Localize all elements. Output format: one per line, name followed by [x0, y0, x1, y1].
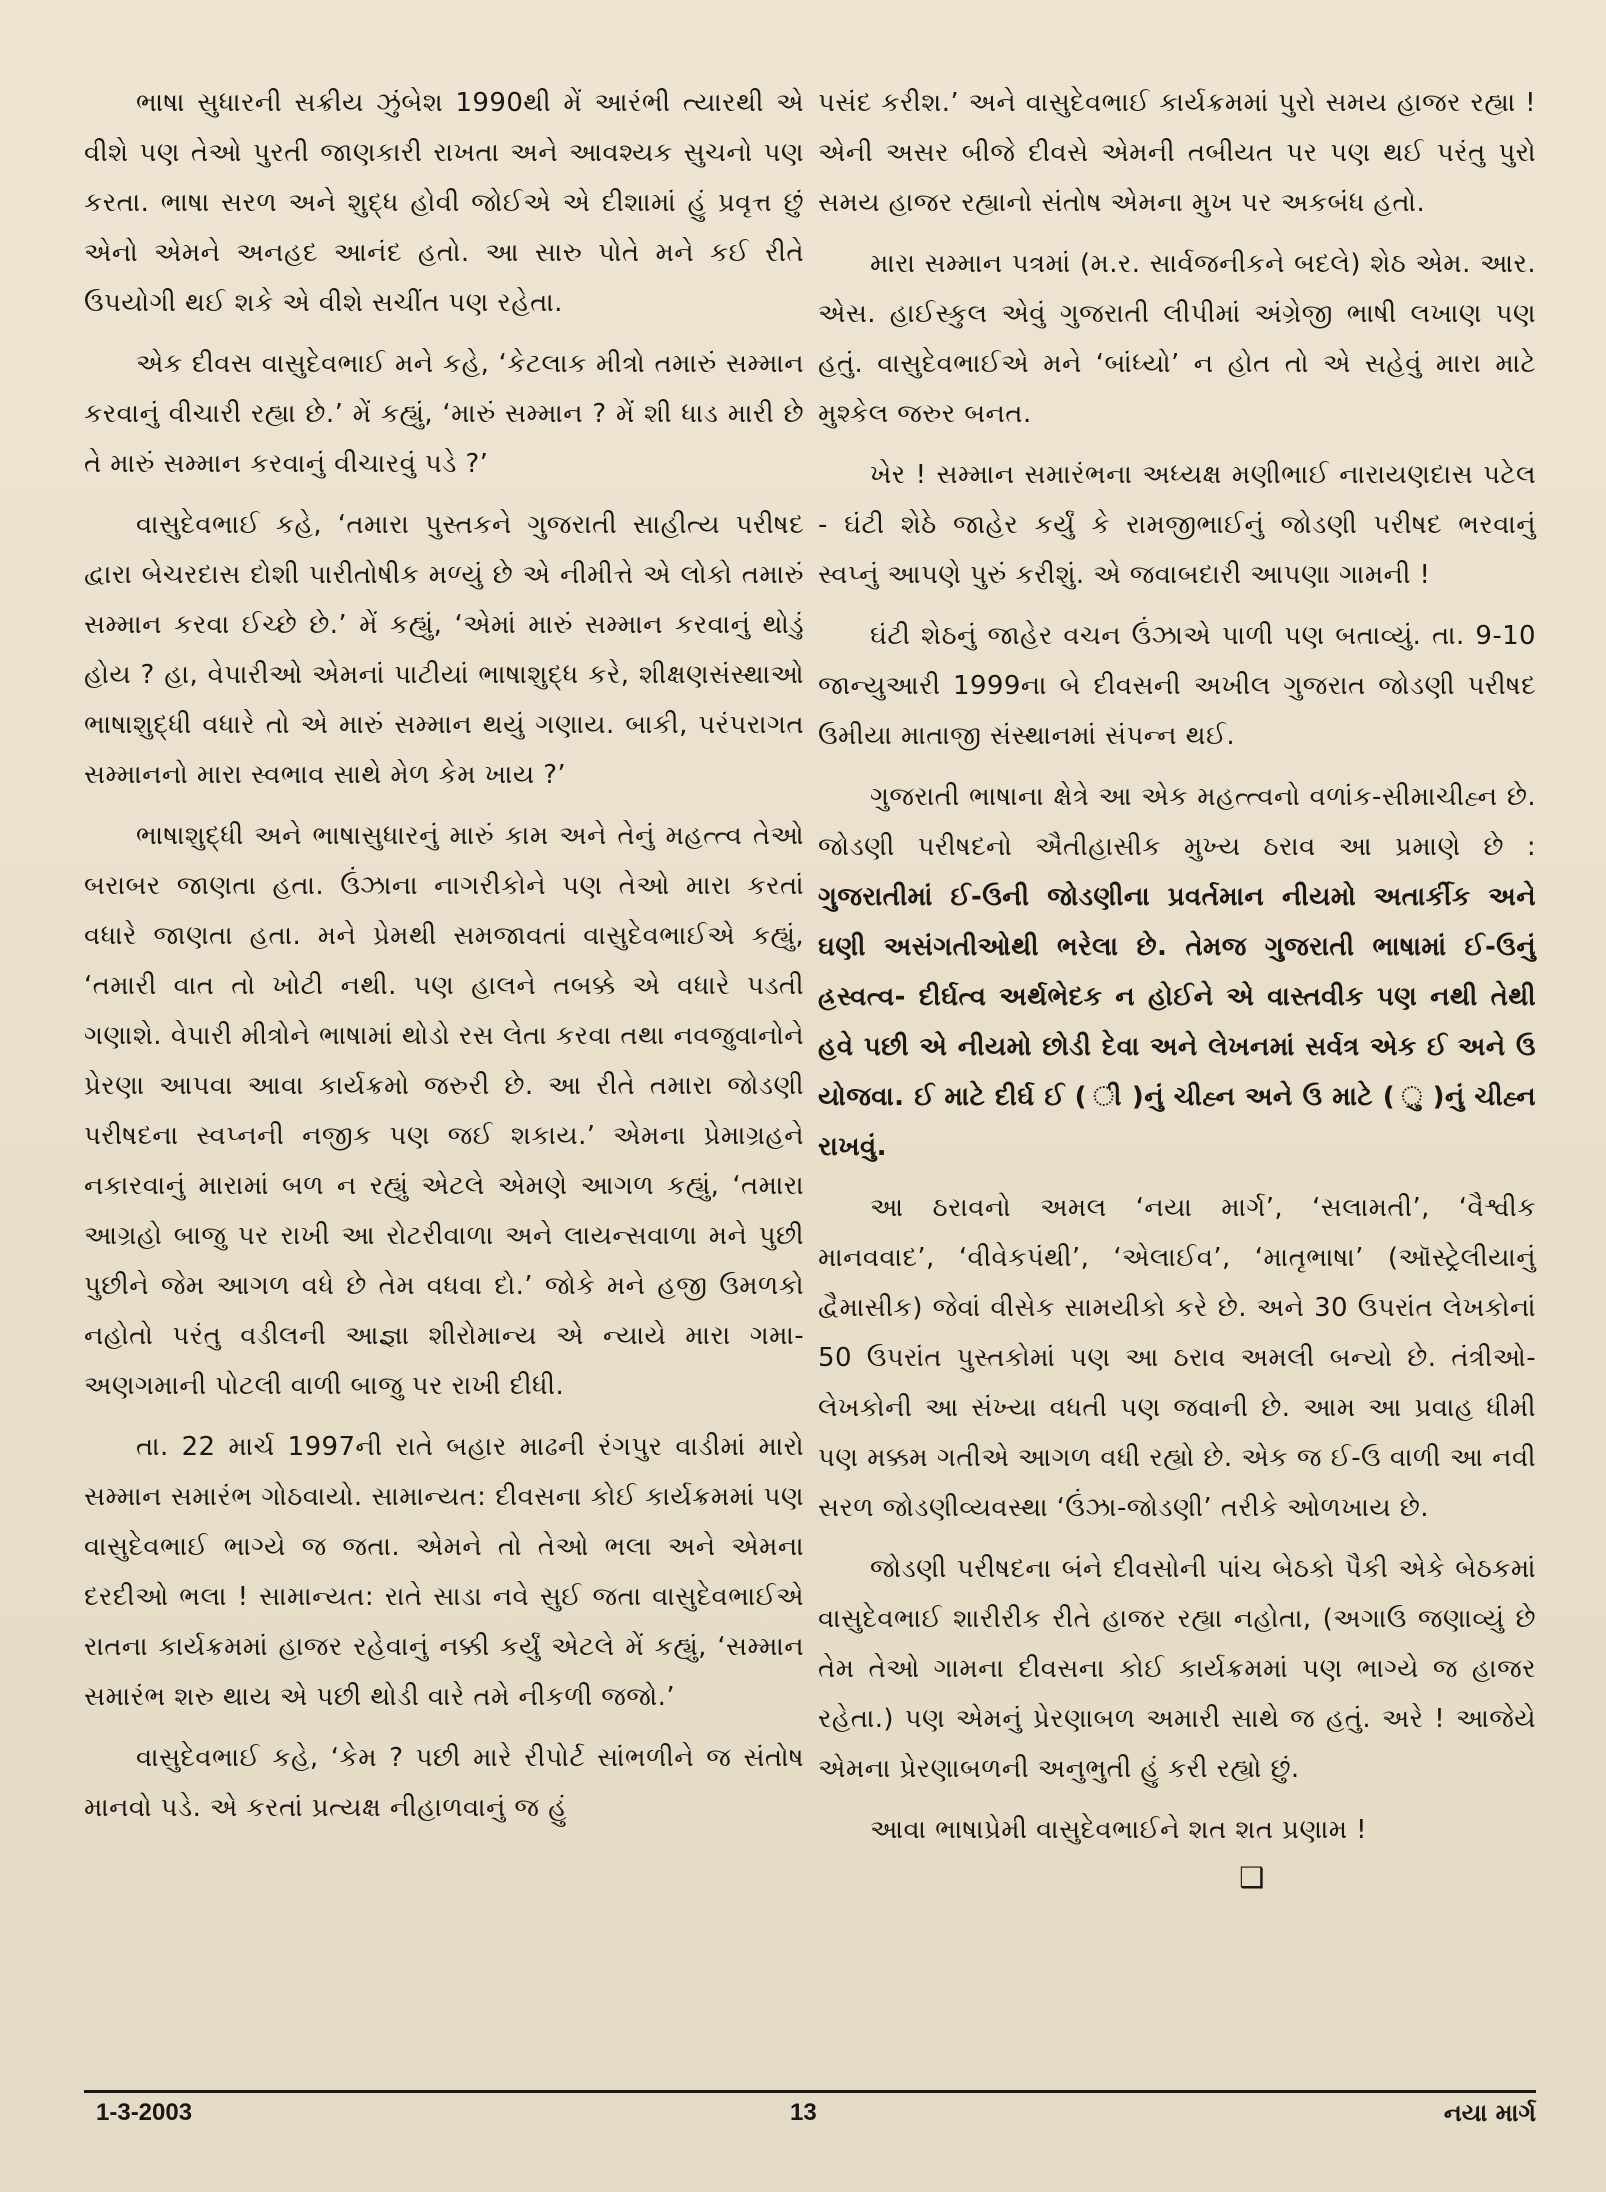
article-paragraph: વાસુદેવભાઈ કહે, ‘તમારા પુસ્તકને ગુજરાતી સાહીત્ય પરીષદ દ્વારા બેચરદાસ દોશી પારીતોષીક મળ્યું છે એ નીમીત્તે એ લોકો તમારું સમ્માન કરવા ઈચ્છે છે.’ મેં કહ્યું, ‘એમાં મારું સમ્માન કરવાનું થોડું હોય ? હા, વેપારીઓ એમનાં પાટીયાં ભાષાશુદ્ધ કરે, શીક્ષણસંસ્થાઓ ભાષાશુદ્ધી વધારે તો એ મારું સમ્માન થયું ગણાય. બાકી, પરંપરાગત સમ્માનનો મારા સ્વભાવ સાથે મેળ કેમ ખાય ?’: [84, 510, 804, 790]
page-number: 13: [790, 2099, 817, 2126]
resolution-paragraph: [818, 772, 1536, 1172]
magazine-name: નયા માર્ગ: [1443, 2099, 1536, 2127]
article-paragraph: એક દીવસ વાસુદેવભાઈ મને કહે, ‘કેટલાક મીત્રો તમારું સમ્માન કરવાનું વીચારી રહ્યા છે.’ મેં કહ્યું, ‘મારું સમ્માન ? મેં શી ધાડ મારી છે તે મારું સમ્માન કરવાનું વીચારવું પડે ?’: [84, 349, 804, 479]
article-paragraph: વાસુદેવભાઈ કહે, ‘કેમ ? પછી મારે રીપોર્ટ સાંભળીને જ સંતોષ માનવો પડે. એ કરતાં પ્રત્યક્ષ નીહાળવાનું જ હું: [84, 1743, 804, 1823]
left-column: [84, 78, 804, 1844]
article-paragraph: ખેર ! સમ્માન સમારંભના અધ્યક્ષ મણીભાઈ નારાયણદાસ પટેલ - ઘંટી શેઠે જાહેર કર્યું કે રામજીભાઈનું જોડણી પરીષદ ભરવાનું સ્વપ્નું આપણે પુરું કરીશું. એ જવાબદારી આપણા ગામની !: [818, 460, 1536, 590]
article-paragraph: ભાષા સુધારની સક્રીય ઝુંબેશ 1990થી મેં આરંભી ત્યારથી એ વીશે પણ તેઓ પુરતી જાણકારી રાખતા અને આવશ્યક સુચનો પણ કરતા. ભાષા સરળ અને શુદ્ધ હોવી જોઈએ એ દીશામાં હું પ્રવૃત્ત છું એનો એમને અનહદ આનંદ હતો. આ સારુ પોતે મને કઈ રીતે ઉપયોગી થઈ શકે એ વીશે સચીંત પણ રહેતા.: [84, 88, 804, 318]
closing-paragraph: આવા ભાષાપ્રેમી વાસુદેવભાઈને શત શત પ્રણામ !: [870, 1815, 1368, 1845]
resolution-intro: ગુજરાતી ભાષાના ક્ષેત્રે આ એક મહત્ત્વનો વળાંક-સીમાચીહ્ન છે. જોડણી પરીષદનો ઐતીહાસીક મુખ્ય ઠરાવ આ પ્રમાણે છે :: [818, 782, 1536, 862]
article-paragraph: ઘંટી શેઠનું જાહેર વચન ઉંઝાએ પાળી પણ બતાવ્યું. તા. 9-10 જાન્યુઆરી 1999ના બે દીવસની અખીલ ગુજરાત જોડણી પરીષદ ઉમીયા માતાજી સંસ્થાનમાં સંપન્ન થઈ.: [818, 621, 1536, 751]
footer-rule: [84, 2090, 1536, 2093]
continued-paragraph: પસંદ કરીશ.’ અને વાસુદેવભાઈ કાર્યક્રમમાં પુરો સમય હાજર રહ્યા ! એની અસર બીજે દીવસે એમની તબીયત પર પણ થઈ પરંતુ પુરો સમય હાજર રહ્યાનો સંતોષ એમના મુખ પર અકબંધ હતો.: [818, 88, 1536, 218]
article-paragraph: મારા સમ્માન પત્રમાં (મ.ર. સાર્વજનીકને બદલે) શેઠ એમ. આર. એસ. હાઈસ્કુલ એવું ગુજરાતી લીપીમાં અંગ્રેજી ભાષી લખાણ પણ હતું. વાસુદેવભાઈએ મને ‘બાંધ્યો’ ન હોત તો એ સહેવું મારા માટે મુશ્કેલ જરુર બનત.: [818, 249, 1536, 429]
article-paragraph: ભાષાશુદ્ધી અને ભાષાસુધારનું મારું કામ અને તેનું મહત્ત્વ તેઓ બરાબર જાણતા હતા. ઉંઝાના નાગરીકોને પણ તેઓ મારા કરતાં વધારે જાણતા હતા. મને પ્રેમથી સમજાવતાં વાસુદેવભાઈએ કહ્યું, ‘તમારી વાત તો ખોટી નથી. પણ હાલને તબક્કે એ વધારે પડતી ગણાશે. વેપારી મીત્રોને ભાષામાં થોડો રસ લેતા કરવા તથા નવજુવાનોને પ્રેરણા આપવા આવા કાર્યક્રમો જરુરી છે. આ રીતે તમારા જોડણી પરીષદના સ્વપ્નની નજીક પણ જઈ શકાય.’ એમના પ્રેમાગ્રહને નકારવાનું મારામાં બળ ન રહ્યું એટલે એમણે આગળ કહ્યું, ‘તમારા આગ્રહો બાજુ પર રાખી આ રોટરીવાળા અને લાયન્સવાળા મને પુછી પુછીને જેમ આગળ વધે છે તેમ વધવા દો.’ જોકે મને હજી ઉમળકો નહોતો પરંતુ વડીલની આજ્ઞા શીરોમાન્ય એ ન્યાયે મારા ગમા-અણગમાની પોટલી વાળી બાજુ પર રાખી દીધી.: [84, 821, 804, 1401]
right-column: [818, 78, 1536, 1896]
article-paragraph: આ ઠરાવનો અમલ ‘નયા માર્ગ’, ‘સલામતી’, ‘વૈશ્વીક માનવવાદ’, ‘વીવેકપંથી’, ‘એલાઈવ’, ‘માતૃભાષા’ (ઑસ્ટ્રેલીયાનું દ્વૈમાસીક) જેવાં વીસેક સામયીકો કરે છે. અને 30 ઉપરાંત લેખકોનાં 50 ઉપરાંત પુસ્તકોમાં પણ આ ઠરાવ અમલી બન્યો છે. તંત્રીઓ-લેખકોની આ સંખ્યા વધતી પણ જવાની છે. આમ આ પ્રવાહ ધીમી પણ મક્કમ ગતીએ આગળ વધી રહ્યો છે. એક જ ઈ-ઉ વાળી આ નવી સરળ જોડણીવ્યવસ્થા ‘ઉંઝા-જોડણી’ તરીકે ઓળખાય છે.: [818, 1193, 1536, 1523]
end-of-article-mark: ❑: [1239, 1861, 1265, 1894]
article-paragraph: તા. 22 માર્ચ 1997ની રાતે બહાર માઢની રંગપુર વાડીમાં મારો સમ્માન સમારંભ ગોઠવાયો. સામાન્યત: દીવસના કોઈ કાર્યક્રમમાં પણ વાસુદેવભાઈ ભાગ્યે જ જતા. એમને તો તેઓ ભલા અને એમના દરદીઓ ભલા ! સામાન્યત: રાતે સાડા નવે સુઈ જતા વાસુદેવભાઈએ રાતના કાર્યક્રમમાં હાજર રહેવાનું નક્કી કર્યું એટલે મેં કહ્યું, ‘સમ્માન સમારંભ શરુ થાય એ પછી થોડી વારે તમે નીકળી જજો.’: [84, 1432, 804, 1712]
footer-date: 1-3-2003: [96, 2099, 193, 2126]
resolution-text: ગુજરાતીમાં ઈ-ઉની જોડણીના પ્રવર્તમાન નીયમો અતાર્કીક અને ઘણી અસંગતીઓથી ભરેલા છે. તેમજ ગુજરાતી ભાષામાં ઈ-ઉનું હ્રસ્વત્વ- દીર્ઘત્વ અર્થભેદક ન હોઈને એ વાસ્તવીક પણ નથી તેથી હવે પછી એ નીયમો છોડી દેવા અને લેખનમાં સર્વત્ર એક ઈ અને ઉ યોજવા. ઈ માટે દીર્ઘ ઈ ( ી )નું ચીહ્ન અને ઉ માટે ( ુ )નું ચીહ્ન રાખવું.: [818, 882, 1536, 1162]
article-paragraph: જોડણી પરીષદના બંને દીવસોની પાંચ બેઠકો પૈકી એકે બેઠકમાં વાસુદેવભાઈ શારીરીક રીતે હાજર રહ્યા નહોતા, (અગાઉ જણાવ્યું છે તેમ તેઓ ગામના દીવસના કોઈ કાર્યક્રમમાં પણ ભાગ્યે જ હાજર રહેતા.) પણ એમનું પ્રેરણાબળ અમારી સાથે જ હતું. અરે ! આજેયે એમના પ્રેરણાબળની અનુભુતી હું કરી રહ્યો છું.: [818, 1554, 1536, 1784]
